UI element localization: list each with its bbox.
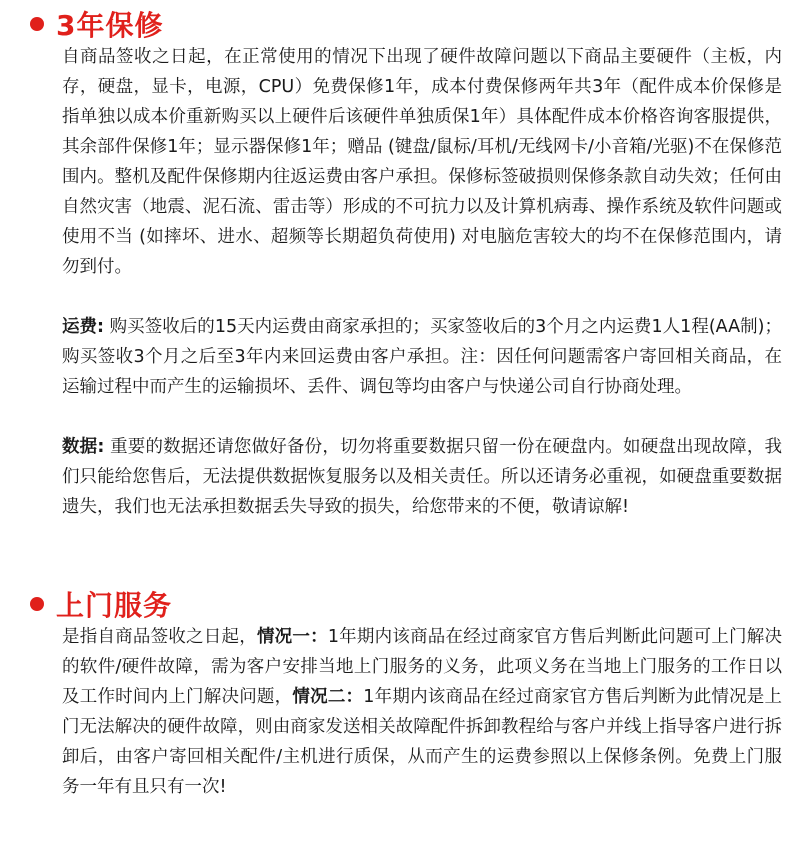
onsite-text-3: 1年期内该商品在经过商家官方售后判断为此情况是上门无法解决的硬件故障，则由商家发送相关故障配件拆卸教程给与客户并线上指导客户进行拆卸后，由客户寄回相关配件/主机进行质保，从而产生的运费参照以上保修条例。免费上门服务一年有且只有一次! bbox=[62, 687, 783, 797]
data-paragraph bbox=[62, 432, 782, 522]
red-dot-icon bbox=[30, 17, 44, 31]
case2-label: 情况二： bbox=[292, 687, 364, 707]
onsite-heading bbox=[30, 584, 172, 624]
onsite-title: 上门服务 bbox=[56, 589, 173, 622]
warranty-heading bbox=[30, 4, 163, 44]
red-dot-icon bbox=[30, 597, 44, 611]
shipping-label: 运费: bbox=[62, 317, 105, 337]
shipping-paragraph bbox=[62, 312, 782, 402]
warranty-intro: 自商品签收之日起，在正常使用的情况下出现了硬件故障问题以下商品主要硬件（主板，内存，硬盘，显卡，电源，CPU）免费保修1年，成本付费保修两年共3年（配件成本价保修是指单独以成本价重新购买以上硬件后该硬件单独质保1年）具体配件成本价格咨询客服提供，其余部件保修1年；显示器保修1年；赠品 (键盘/鼠标/耳机/无线网卡/小音箱/光驱)不在保修范围内。整机及配件保修期内往返运费由客户承担。保修标签破损则保修条款自动失效；任何由自然灾害（地震、泥石流、雷击等）形成的不可抗力以及计算机病毒、操作系统及软件问题或使用不当 (如摔坏、进水、超频等长期超负荷使用) 对电脑危害较大的均不在保修范围内，请勿到付。 bbox=[62, 47, 782, 277]
shipping-text: 购买签收后的15天内运费由商家承担的；买家签收后的3个月之内运费1人1程(AA制)；购买签收3个月之后至3年内来回运费由客户承担。注：因任何问题需客户寄回相关商品，在运输过程中而产生的运输损坏、丢件、调包等均由客户与快递公司自行协商处理。 bbox=[62, 317, 782, 397]
onsite-text-2: 1年期内该商品在经过商家官方售后判断此问题可上门解决的软件/硬件故障，需为客户安排当地上门服务的义务，此项义务在当地上门服务的工作日以及工作时间内上门解决问题， bbox=[62, 627, 782, 707]
warranty-title: 3年保修 bbox=[56, 9, 164, 42]
case1-label: 情况一： bbox=[256, 627, 328, 647]
data-label: 数据: bbox=[62, 437, 105, 457]
onsite-paragraph bbox=[62, 622, 782, 802]
onsite-text-1: 是指自商品签收之日起， bbox=[62, 627, 257, 647]
data-text: 重要的数据还请您做好备份，切勿将重要数据只留一份在硬盘内。如硬盘出现故障，我们只能给您售后，无法提供数据恢复服务以及相关责任。所以还请务必重视，如硬盘重要数据遗失，我们也无法承担数据丢失导致的损失，给您带来的不便，敬请谅解! bbox=[62, 437, 783, 517]
